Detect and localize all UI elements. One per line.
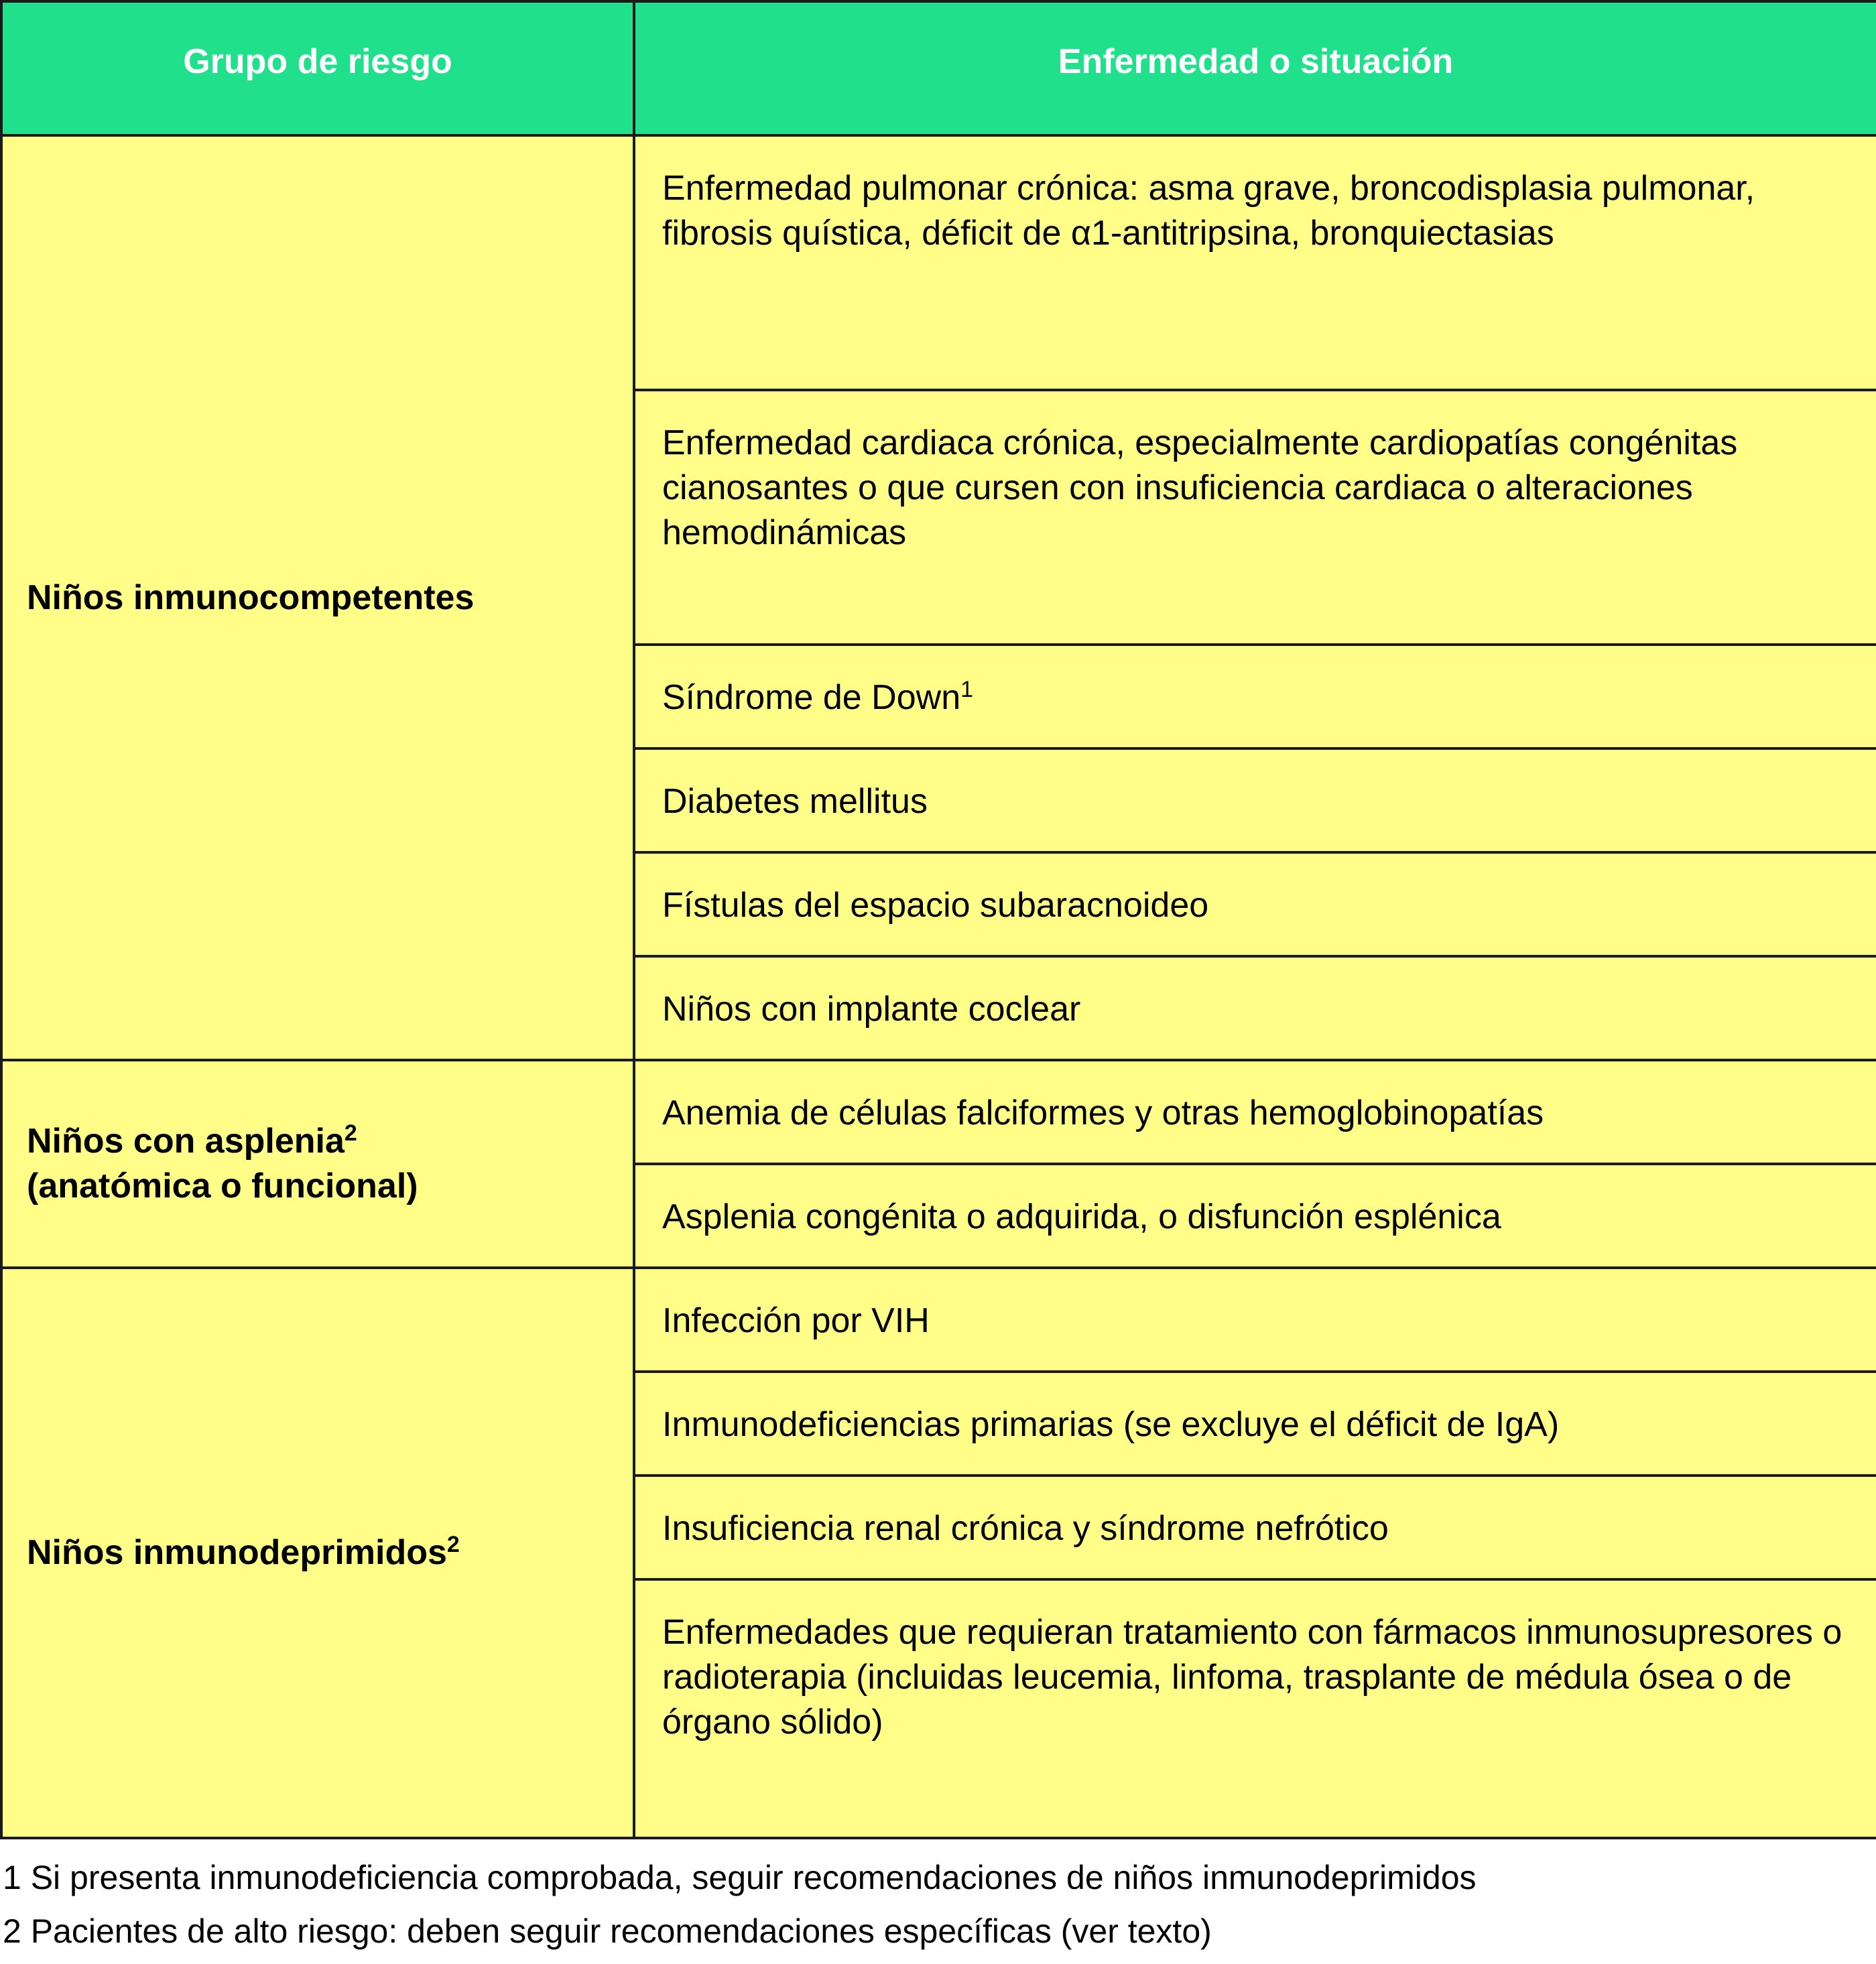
group-label: Niños con asplenia: [27, 1122, 345, 1161]
condition-cell: Anemia de células falciformes y otras hemoglobinopatías: [634, 1060, 1876, 1164]
group-asplenia: [1, 1060, 634, 1268]
footnote-1: 1 Si presenta inmunodeficiencia comprobada, seguir recomendaciones de niños inmunodeprimidos: [3, 1859, 1477, 1896]
group-immunodeprived: [1, 1268, 634, 1838]
footnote-mark: 1: [960, 677, 974, 702]
condition-cell: Infección por VIH: [634, 1268, 1876, 1372]
footnote-2: 2 Pacientes de alto riesgo: deben seguir recomendaciones específicas (ver texto): [3, 1912, 1212, 1950]
header-risk-group: Grupo de riesgo: [1, 1, 634, 135]
footnote-mark: 2: [446, 1532, 460, 1557]
condition-cell: Diabetes mellitus: [634, 748, 1876, 852]
table-row: [1, 135, 1876, 390]
table-row: [1, 1060, 1876, 1164]
condition-cell: Niños con implante coclear: [634, 956, 1876, 1060]
condition-cell: Insuficiencia renal crónica y síndrome nefrótico: [634, 1476, 1876, 1579]
group-label: Niños inmunodeprimidos: [27, 1533, 447, 1572]
table-row: [1, 1268, 1876, 1372]
table-header-row: [1, 1, 1876, 135]
header-condition: Enfermedad o situación: [634, 1, 1876, 135]
condition-cell: Inmunodeficiencias primarias (se excluye el déficit de IgA): [634, 1372, 1876, 1476]
condition-cell: Enfermedad cardiaca crónica, especialmente cardiopatías congénitas cianosantes o que cursen con insuficiencia cardiaca o alteraciones hemodinámicas: [634, 390, 1876, 645]
group-label: Niños inmunocompetentes: [27, 578, 475, 617]
condition-cell: Asplenia congénita o adquirida, o disfunción esplénica: [634, 1164, 1876, 1268]
condition-cell: Enfermedades que requieran tratamiento con fármacos inmunosupresores o radioterapia (incluidas leucemia, linfoma, trasplante de médula ósea o de órgano sólido): [634, 1579, 1876, 1838]
group-immunocompetent: [1, 135, 634, 1060]
condition-cell: Fístulas del espacio subaracnoideo: [634, 852, 1876, 956]
footnote-mark: 2: [344, 1120, 357, 1146]
group-label-line2: (anatómica o funcional): [27, 1167, 418, 1205]
condition-cell: Enfermedad pulmonar crónica: asma grave, broncodisplasia pulmonar, fibrosis quística, déficit de α1-antitripsina, bronquiectasias: [634, 135, 1876, 390]
condition-text: Síndrome de Down: [662, 678, 961, 717]
condition-cell: [634, 645, 1876, 748]
